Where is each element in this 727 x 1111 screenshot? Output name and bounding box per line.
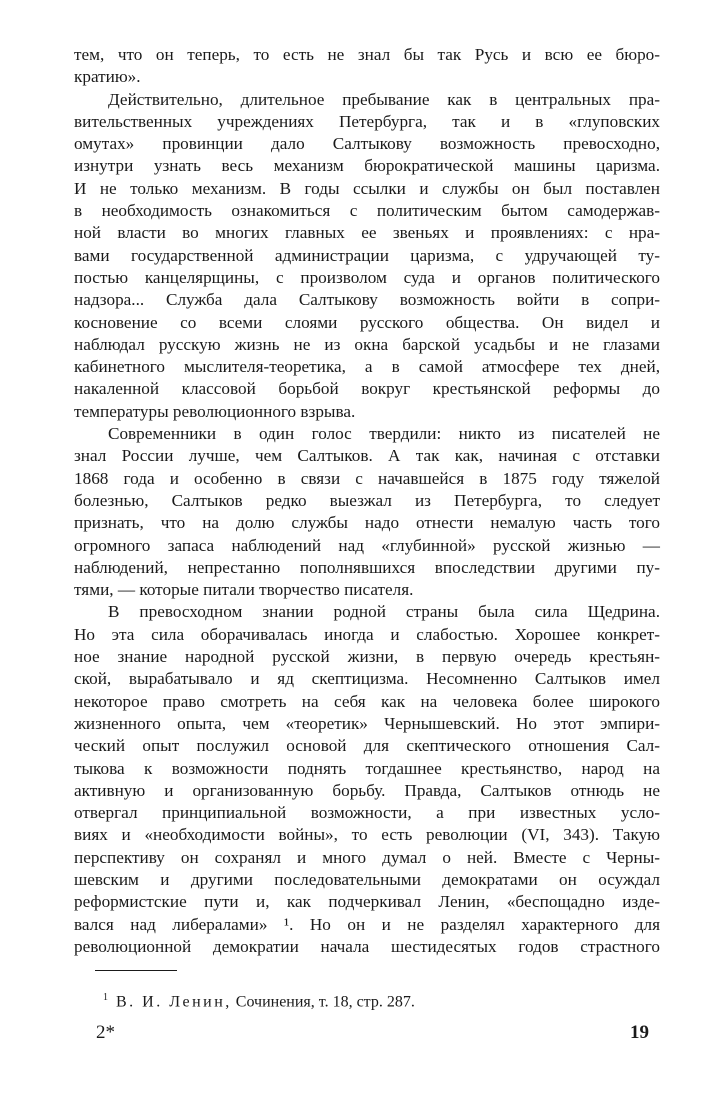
- text-line: болезнью, Салтыков редко выезжал из Петербурга, то следует: [74, 490, 660, 510]
- page-number: 19: [630, 1022, 649, 1043]
- text-line: революционной демократии начала шестидесятых годов страстного: [74, 936, 660, 956]
- text-line: признать, что на долю службы надо отнести немалую часть того: [74, 513, 660, 533]
- text-line: в необходимость ознакомиться с политическим бытом самодержав-: [74, 201, 660, 221]
- text-line: изнутри узнать весь механизм бюрократической машины царизма.: [74, 156, 660, 176]
- text-line: активную и организованную борьбу. Правда, Салтыков отнюдь не: [74, 780, 660, 800]
- text-line: ное знание народной русской жизни, в первую очередь крестьян-: [74, 647, 660, 667]
- text-line: Но эта сила оборачивалась иногда и слабостью. Хорошее конкрет-: [74, 624, 660, 644]
- footnote-author: В. И. Ленин,: [116, 993, 232, 1011]
- text-line: омутах» провинции дало Салтыкову возможность превосходно,: [74, 134, 660, 154]
- text-line: перспективу он сохранял и много думал о ней. Вместе с Черны-: [74, 847, 660, 867]
- text-line: накаленной классовой борьбой вокруг крестьянской реформы до: [74, 379, 660, 399]
- text-line: В превосходном знании родной страны была сила Щедрина.: [108, 602, 660, 622]
- footnote: [103, 988, 415, 1012]
- text-line: жизненного опыта, чем «теоретик» Чернышевский. Но этот эмпири-: [74, 713, 660, 733]
- text-line: кабинетного мыслителя-теоретика, а в самой атмосфере тех дней,: [74, 357, 660, 377]
- footnote-divider: [95, 970, 177, 971]
- text-line: постью канцелярщины, с произволом суда и органов политического: [74, 267, 660, 287]
- text-line: надзора... Служба дала Салтыкову возможность войти в сопри-: [74, 290, 660, 310]
- footnote-marker: 1: [103, 992, 108, 1003]
- text-line: косновение со всеми слоями русского общества. Он видел и: [74, 312, 660, 332]
- text-line: ной власти во многих главных ее звеньях и проявлениях: с нра-: [74, 223, 660, 243]
- text-line: тем, что он теперь, то есть не знал бы так Русь и всю ее бюро-: [74, 45, 660, 64]
- text-line: наблюдал русскую жизнь не из окна барской усадьбы и не глазами: [74, 334, 660, 354]
- text-line: отвергал принципиальной возможности, а при известных усло-: [74, 803, 660, 823]
- text-line: ской, вырабатывало и яд скептицизма. Несомненно Салтыков имел: [74, 669, 660, 689]
- text-line: виях и «необходимости войны», то есть революции (VI, 343). Такую: [74, 825, 660, 845]
- text-line: тыкова к возможности поднять тогдашнее крестьянство, народ на: [74, 758, 660, 778]
- text-line: И не только механизм. В годы ссылки и службы он был поставлен: [74, 178, 660, 198]
- text-line: огромного запаса наблюдений над «глубинной» русской жизнью —: [74, 535, 660, 555]
- text-line: реформистские пути и, как подчеркивал Ленин, «беспощадно изде-: [74, 892, 660, 912]
- text-line: некоторое право смотреть на себя как на человека более широкого: [74, 691, 660, 711]
- text-line: шевским и другими последовательными демократами он осуждал: [74, 869, 660, 889]
- text-line: Действительно, длительное пребывание как в центральных пра-: [108, 89, 660, 109]
- text-line: кратию».: [74, 67, 141, 87]
- text-line: Современники в один голос твердили: никто из писателей не: [108, 424, 660, 444]
- text-line: тями, — которые питали творчество писателя.: [74, 580, 414, 600]
- text-line: вами государственной администрации царизма, с удручающей ту-: [74, 245, 660, 265]
- main-text: [74, 44, 660, 958]
- printer-signature-mark: 2*: [96, 1022, 115, 1043]
- text-line: 1868 года и особенно в связи с начавшейся в 1875 году тяжелой: [74, 468, 660, 488]
- text-line: знал России лучше, чем Салтыков. А так как, начиная с отставки: [74, 446, 660, 466]
- text-line: температуры революционного взрыва.: [74, 401, 356, 421]
- text-line: наблюдений, непрестанно пополнявшихся впоследствии другими пу-: [74, 557, 660, 577]
- footnote-text: Сочинения, т. 18, стр. 287.: [235, 993, 415, 1011]
- text-line: вительственных учреждениях Петербурга, так и в «глуповских: [74, 111, 660, 131]
- text-line: ческий опыт послужил основой для скептического отношения Сал-: [74, 736, 660, 756]
- text-line: вался над либералами» ¹. Но он и не разделял характерного для: [74, 914, 660, 934]
